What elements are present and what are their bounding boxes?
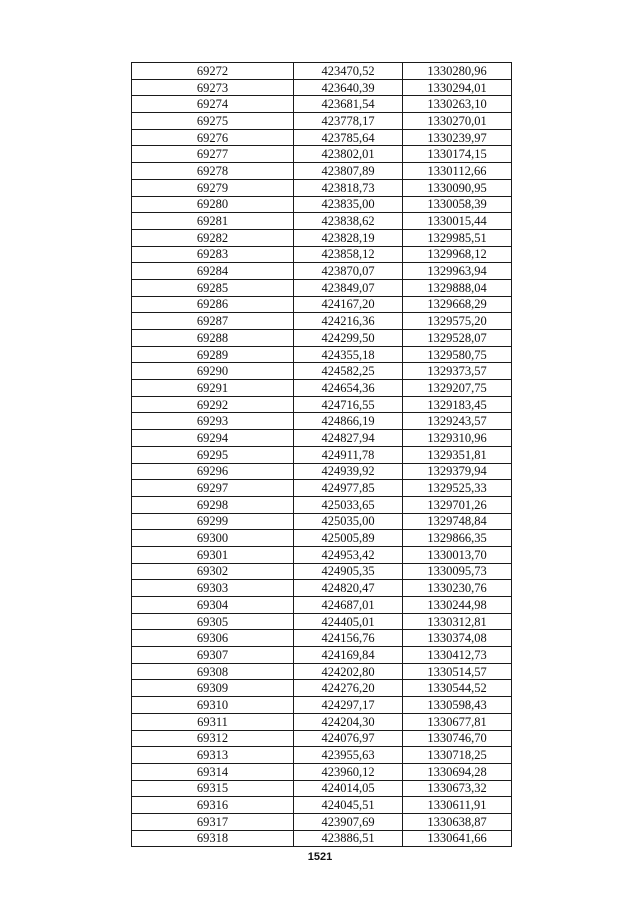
y-coordinate-cell: 1329963,94 xyxy=(403,263,512,280)
y-coordinate-cell: 1330013,70 xyxy=(403,546,512,563)
x-coordinate-cell: 424827,94 xyxy=(294,430,403,447)
table-row xyxy=(132,747,512,764)
point-number-cell: 69279 xyxy=(132,179,294,196)
table-row xyxy=(132,630,512,647)
x-coordinate-cell: 423858,12 xyxy=(294,246,403,263)
y-coordinate-cell: 1329207,75 xyxy=(403,380,512,397)
x-coordinate-cell: 425033,65 xyxy=(294,496,403,513)
x-coordinate-cell: 424167,20 xyxy=(294,296,403,313)
point-number-cell: 69289 xyxy=(132,346,294,363)
table-row xyxy=(132,730,512,747)
table-row xyxy=(132,647,512,664)
table-row xyxy=(132,179,512,196)
x-coordinate-cell: 424156,76 xyxy=(294,630,403,647)
table-row xyxy=(132,146,512,163)
y-coordinate-cell: 1330641,66 xyxy=(403,830,512,847)
x-coordinate-cell: 424939,92 xyxy=(294,463,403,480)
point-number-cell: 69280 xyxy=(132,196,294,213)
y-coordinate-cell: 1330544,52 xyxy=(403,680,512,697)
x-coordinate-cell: 424687,01 xyxy=(294,597,403,614)
y-coordinate-cell: 1329351,81 xyxy=(403,446,512,463)
point-number-cell: 69316 xyxy=(132,797,294,814)
y-coordinate-cell: 1330638,87 xyxy=(403,813,512,830)
point-number-cell: 69275 xyxy=(132,113,294,130)
x-coordinate-cell: 423907,69 xyxy=(294,813,403,830)
point-number-cell: 69294 xyxy=(132,430,294,447)
x-coordinate-cell: 424716,55 xyxy=(294,396,403,413)
table-row xyxy=(132,363,512,380)
y-coordinate-cell: 1330294,01 xyxy=(403,79,512,96)
point-number-cell: 69306 xyxy=(132,630,294,647)
y-coordinate-cell: 1330677,81 xyxy=(403,713,512,730)
x-coordinate-cell: 424654,36 xyxy=(294,380,403,397)
table-row xyxy=(132,546,512,563)
table-row xyxy=(132,96,512,113)
y-coordinate-cell: 1330611,91 xyxy=(403,797,512,814)
point-number-cell: 69299 xyxy=(132,513,294,530)
point-number-cell: 69311 xyxy=(132,713,294,730)
y-coordinate-cell: 1330673,32 xyxy=(403,780,512,797)
y-coordinate-cell: 1330015,44 xyxy=(403,213,512,230)
point-number-cell: 69288 xyxy=(132,330,294,347)
y-coordinate-cell: 1330746,70 xyxy=(403,730,512,747)
y-coordinate-cell: 1330239,97 xyxy=(403,129,512,146)
point-number-cell: 69287 xyxy=(132,313,294,330)
table-row xyxy=(132,330,512,347)
x-coordinate-cell: 424169,84 xyxy=(294,647,403,664)
x-coordinate-cell: 423870,07 xyxy=(294,263,403,280)
y-coordinate-cell: 1329888,04 xyxy=(403,279,512,296)
table-row xyxy=(132,79,512,96)
table-row xyxy=(132,797,512,814)
x-coordinate-cell: 424276,20 xyxy=(294,680,403,697)
table-row xyxy=(132,663,512,680)
y-coordinate-cell: 1330090,95 xyxy=(403,179,512,196)
y-coordinate-cell: 1330112,66 xyxy=(403,163,512,180)
table-row xyxy=(132,279,512,296)
table-row xyxy=(132,129,512,146)
table-row xyxy=(132,196,512,213)
x-coordinate-cell: 423828,19 xyxy=(294,229,403,246)
point-number-cell: 69281 xyxy=(132,213,294,230)
point-number-cell: 69285 xyxy=(132,279,294,296)
table-row xyxy=(132,780,512,797)
x-coordinate-cell: 424297,17 xyxy=(294,697,403,714)
point-number-cell: 69315 xyxy=(132,780,294,797)
point-number-cell: 69277 xyxy=(132,146,294,163)
point-number-cell: 69304 xyxy=(132,597,294,614)
x-coordinate-cell: 423785,64 xyxy=(294,129,403,146)
coordinates-table-body xyxy=(132,63,512,847)
x-coordinate-cell: 423818,73 xyxy=(294,179,403,196)
y-coordinate-cell: 1329968,12 xyxy=(403,246,512,263)
table-row xyxy=(132,597,512,614)
point-number-cell: 69298 xyxy=(132,496,294,513)
point-number-cell: 69284 xyxy=(132,263,294,280)
point-number-cell: 69290 xyxy=(132,363,294,380)
y-coordinate-cell: 1329748,84 xyxy=(403,513,512,530)
table-row xyxy=(132,463,512,480)
x-coordinate-cell: 424204,30 xyxy=(294,713,403,730)
y-coordinate-cell: 1330058,39 xyxy=(403,196,512,213)
table-row xyxy=(132,513,512,530)
page-number: 1521 xyxy=(307,851,333,863)
table-row xyxy=(132,113,512,130)
y-coordinate-cell: 1330718,25 xyxy=(403,747,512,764)
y-coordinate-cell: 1329243,57 xyxy=(403,413,512,430)
point-number-cell: 69317 xyxy=(132,813,294,830)
table-row xyxy=(132,63,512,80)
point-number-cell: 69282 xyxy=(132,229,294,246)
table-row xyxy=(132,613,512,630)
y-coordinate-cell: 1330280,96 xyxy=(403,63,512,80)
y-coordinate-cell: 1330374,08 xyxy=(403,630,512,647)
table-row xyxy=(132,830,512,847)
x-coordinate-cell: 423960,12 xyxy=(294,763,403,780)
point-number-cell: 69272 xyxy=(132,63,294,80)
table-row xyxy=(132,446,512,463)
x-coordinate-cell: 423470,52 xyxy=(294,63,403,80)
point-number-cell: 69283 xyxy=(132,246,294,263)
y-coordinate-cell: 1330312,81 xyxy=(403,613,512,630)
point-number-cell: 69300 xyxy=(132,530,294,547)
x-coordinate-cell: 423778,17 xyxy=(294,113,403,130)
table-row xyxy=(132,496,512,513)
point-number-cell: 69308 xyxy=(132,663,294,680)
point-number-cell: 69301 xyxy=(132,546,294,563)
table-row xyxy=(132,813,512,830)
x-coordinate-cell: 423838,62 xyxy=(294,213,403,230)
x-coordinate-cell: 424582,25 xyxy=(294,363,403,380)
point-number-cell: 69292 xyxy=(132,396,294,413)
y-coordinate-cell: 1329985,51 xyxy=(403,229,512,246)
table-row xyxy=(132,313,512,330)
point-number-cell: 69310 xyxy=(132,697,294,714)
table-row xyxy=(132,263,512,280)
y-coordinate-cell: 1329525,33 xyxy=(403,480,512,497)
table-row xyxy=(132,213,512,230)
y-coordinate-cell: 1329575,20 xyxy=(403,313,512,330)
x-coordinate-cell: 424355,18 xyxy=(294,346,403,363)
y-coordinate-cell: 1329373,57 xyxy=(403,363,512,380)
table-row xyxy=(132,380,512,397)
table-row xyxy=(132,246,512,263)
x-coordinate-cell: 424905,35 xyxy=(294,563,403,580)
table-row xyxy=(132,697,512,714)
x-coordinate-cell: 424953,42 xyxy=(294,546,403,563)
y-coordinate-cell: 1329866,35 xyxy=(403,530,512,547)
point-number-cell: 69297 xyxy=(132,480,294,497)
point-number-cell: 69291 xyxy=(132,380,294,397)
table-row xyxy=(132,530,512,547)
y-coordinate-cell: 1330412,73 xyxy=(403,647,512,664)
x-coordinate-cell: 424977,85 xyxy=(294,480,403,497)
y-coordinate-cell: 1330694,28 xyxy=(403,763,512,780)
table-row xyxy=(132,680,512,697)
table-row xyxy=(132,480,512,497)
table-row xyxy=(132,580,512,597)
table-row xyxy=(132,396,512,413)
y-coordinate-cell: 1330514,57 xyxy=(403,663,512,680)
point-number-cell: 69276 xyxy=(132,129,294,146)
point-number-cell: 69313 xyxy=(132,747,294,764)
coordinates-table xyxy=(131,62,512,847)
x-coordinate-cell: 423807,89 xyxy=(294,163,403,180)
point-number-cell: 69303 xyxy=(132,580,294,597)
table-row xyxy=(132,763,512,780)
x-coordinate-cell: 423835,00 xyxy=(294,196,403,213)
y-coordinate-cell: 1329528,07 xyxy=(403,330,512,347)
y-coordinate-cell: 1330244,98 xyxy=(403,597,512,614)
x-coordinate-cell: 424866,19 xyxy=(294,413,403,430)
x-coordinate-cell: 424202,80 xyxy=(294,663,403,680)
table-row xyxy=(132,296,512,313)
x-coordinate-cell: 423681,54 xyxy=(294,96,403,113)
y-coordinate-cell: 1329183,45 xyxy=(403,396,512,413)
point-number-cell: 69286 xyxy=(132,296,294,313)
table-row xyxy=(132,413,512,430)
y-coordinate-cell: 1330230,76 xyxy=(403,580,512,597)
x-coordinate-cell: 424405,01 xyxy=(294,613,403,630)
y-coordinate-cell: 1329379,94 xyxy=(403,463,512,480)
point-number-cell: 69293 xyxy=(132,413,294,430)
x-coordinate-cell: 423886,51 xyxy=(294,830,403,847)
y-coordinate-cell: 1329310,96 xyxy=(403,430,512,447)
point-number-cell: 69314 xyxy=(132,763,294,780)
point-number-cell: 69302 xyxy=(132,563,294,580)
x-coordinate-cell: 424911,78 xyxy=(294,446,403,463)
point-number-cell: 69312 xyxy=(132,730,294,747)
x-coordinate-cell: 423849,07 xyxy=(294,279,403,296)
table-row xyxy=(132,346,512,363)
table-row xyxy=(132,229,512,246)
x-coordinate-cell: 425035,00 xyxy=(294,513,403,530)
y-coordinate-cell: 1329668,29 xyxy=(403,296,512,313)
point-number-cell: 69274 xyxy=(132,96,294,113)
x-coordinate-cell: 424014,05 xyxy=(294,780,403,797)
point-number-cell: 69307 xyxy=(132,647,294,664)
point-number-cell: 69318 xyxy=(132,830,294,847)
x-coordinate-cell: 423640,39 xyxy=(294,79,403,96)
x-coordinate-cell: 423955,63 xyxy=(294,747,403,764)
point-number-cell: 69278 xyxy=(132,163,294,180)
x-coordinate-cell: 425005,89 xyxy=(294,530,403,547)
y-coordinate-cell: 1330598,43 xyxy=(403,697,512,714)
point-number-cell: 69273 xyxy=(132,79,294,96)
y-coordinate-cell: 1330095,73 xyxy=(403,563,512,580)
y-coordinate-cell: 1330263,10 xyxy=(403,96,512,113)
table-row xyxy=(132,563,512,580)
table-row xyxy=(132,430,512,447)
y-coordinate-cell: 1330270,01 xyxy=(403,113,512,130)
point-number-cell: 69295 xyxy=(132,446,294,463)
x-coordinate-cell: 424820,47 xyxy=(294,580,403,597)
point-number-cell: 69309 xyxy=(132,680,294,697)
point-number-cell: 69296 xyxy=(132,463,294,480)
y-coordinate-cell: 1330174,15 xyxy=(403,146,512,163)
point-number-cell: 69305 xyxy=(132,613,294,630)
x-coordinate-cell: 424045,51 xyxy=(294,797,403,814)
x-coordinate-cell: 424216,36 xyxy=(294,313,403,330)
x-coordinate-cell: 424299,50 xyxy=(294,330,403,347)
y-coordinate-cell: 1329701,26 xyxy=(403,496,512,513)
x-coordinate-cell: 424076,97 xyxy=(294,730,403,747)
table-row xyxy=(132,713,512,730)
table-row xyxy=(132,163,512,180)
y-coordinate-cell: 1329580,75 xyxy=(403,346,512,363)
x-coordinate-cell: 423802,01 xyxy=(294,146,403,163)
